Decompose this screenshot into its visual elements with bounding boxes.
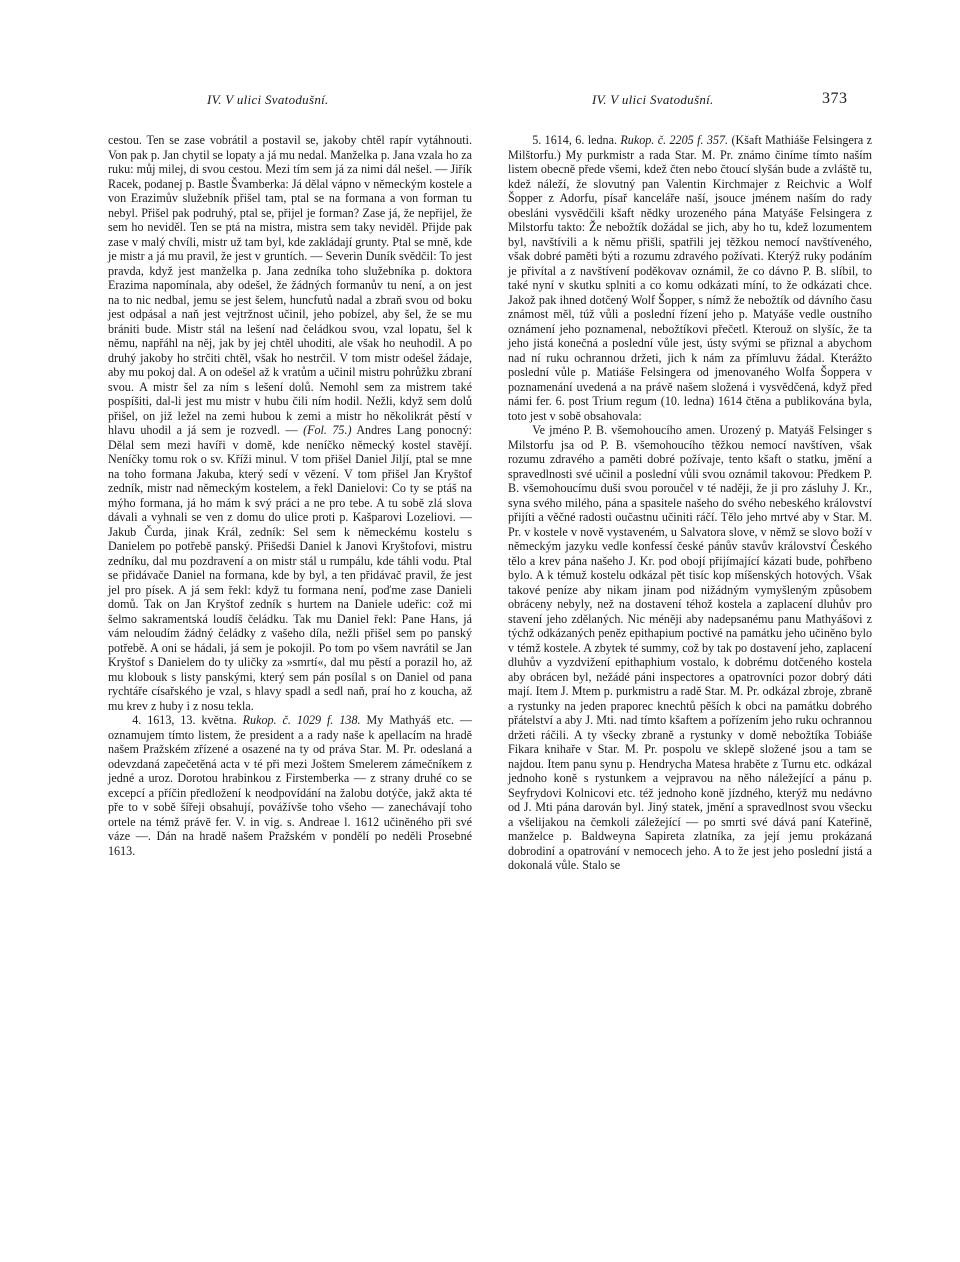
left-column — [108, 133, 472, 858]
right-column — [508, 133, 872, 873]
paragraph — [108, 133, 472, 713]
citation: (Fol. 75.) — [303, 423, 352, 437]
citation: Rukop. č. 2205 f. 357. — [620, 133, 729, 147]
paragraph: Ve jméno P. B. všemohoucího amen. Urozený p. Matyáš Felsinger s Milstorfu jsa od P. B. všemohoucího těžkou nemocí navštíven, však rozumu zdravého a paměti dobré požívaje, tento kšaft o statku, jmění a spravedlnosti své učinil a poslední vůli svou oznámil takovou: Předkem P. B. všemohoucímu duši svou poroučel v té naději, že ji pro zásluhy J. Kr., syna svého milého, pána a spasitele našeho do svého nebeského království přijíti a věčné radosti oučastnu učiniti ráčí. Tělo jeho mrtvé aby v Star. M. Pr. v kostele v nově vystaveném, u Salvatora slove, v němž se slovo boží v německým jazyku vedle konfessí české pánův stavův království Českého tělo a krev pána našeho J. Kr. pod obojí přijímající kázati bude, pohřbeno bylo. A k témuž kostelu odkázal pět tisíc kop míšenských hotových. Však takové peníze aby nikam jinam pod nižádným vymyšleným způsobem obráceny nebyly, než na dostavení téhož kostela a zaplacení dluhův pro stavení jeho zdělaných. Nic méněji aby nadepsanému panu Mathyášovi z týchž odkázaných peněz epithapium poctivé na památku jeho učiněno bylo v témž kostele. A zbytek té summy, což by tak po dostavení jeho, zaplacení dluhův a vyzdvižení epithaphium vostalo, k dobrému dotčeného kostela aby obrácen byl, nežádé páni inspectores a opatrovníci pozor dobrý dáti mají. Item J. Mtem p. purkmistru a radě Star. M. Pr. odkázal zbroje, zbraně a rystunky na jeden praporec knechtů pěších k obci na památku dobrého přátelství a aby J. Mti. nad tímto kšaftem a pořízením jeho ruku ochrannou držeti ráčili. A ty všecky zbraně a rystunky v domě nebožtíka Tobiáše Fikara knihaře v Star. M. Pr. pospolu ve sklepě složené jsou a tam se najdou. Item panu synu p. Hendrycha Matesa hraběte z Turnu etc. odkázal jednoho koně s rystunkem a vejpravou na něho náležející a pánu p. Seyfrydovi Kolnicovi etc. též jednoho koně jízdného, kterýž mu nedávno od J. Mti pána darován byl. Jiný statek, jmění a spravedlnost svou všecku a všelijakou na čemkoli záležející — po smrti své dává paní Kateřině, manželce p. Baldweyna Sapireta zlatníka, za její jemu prokázaná dobrodiní a opatrování v nemocech jeho. A to že jest jeho poslední jistá a dokonalá vůle. Stalo se — [508, 423, 872, 872]
paragraph-text: My Mathyáš etc. — oznamujem tímto listem, že president a a rady naše k apellacím na hradě našem Pražském zřízené a osazené na ty od práva Star. M. Pr. odeslaná a odevzdaná zapečetěná acta v té při mezi Joštem Smelerem zámečníkem z jedné a uroz. Dorotou hrabinkou z Firstemberka — z strany druhé co se excepcí a příčin předložení k neodpovídání na žalobu dotýče, jakž akta té pře to v sobě šířeji obsahují, povážívše toho všeho — zanechávají toho ortele na témž právě fer. V. in vig. s. Andreae l. 1612 učiněného při své váze —. Dán na hradě našem Pražském v pondělí po neděli Prosebné 1613. — [108, 713, 472, 858]
citation: Rukop. č. 1029 f. 138. — [242, 713, 361, 727]
running-head-left: IV. V ulici Svatodušní. — [207, 92, 329, 107]
running-head-right: IV. V ulici Svatodušní. — [592, 92, 714, 107]
paragraph-text: (Kšaft Mathiáše Felsingera z Milštorfu.) My purkmistr a rada Star. M. Pr. známo činíme tímto naším listem obecně přede všemi, kdež čten nebo čtoucí slyšán bude a zvláště tu, kdež náleží, že slovutný pan Valentin Kirchmajer z Reichvic a Wolf Šopper z Adorfu, písař kanceláře naší, jsouce jménem naším do rady obesláni vysvědčili kšaft nědky urozeného pána Matyáše Felsingera z Milstorfu takto: Že nebožtík dožádal se jich, aby ho tu, kdež lozumentem byl, navštívili a k němu přišli, spatřili jej těžkou nemocí navštíveného, však dobré paměti býti a rozumu zdravého požívati. Kterýž ruky podáním je přivítal a z navštívení poděkovav oznámil, že co dávno P. B. slíbil, to také nyní v skutku splniti a co komu odkázati míní, to že odkázati chce. Jakož pak ihned dotčený Wolf Šopper, s nímž že nebožtík od dávního času známost měl, túž vůli a poslední řízení jeho p. Matyáše vedle oustního oznámení jeho poznamenal, nebožtíkovi přečetl. Kterouž on slyšíc, že ta jeho jistá konečná a poslední vůle jest, ústy svými se přiznal a abychom nad ní ruku ochrannou držeti, jich k nám za přímluvu žádal. Kterážto poslední vůle p. Matiáše Felsingera od jmenovaného Wolfa Šoppera v poznamenání uvedená a na právě našem složená i vysvědčená, když před námi fer. 6. post Trium regum (10. ledna) 1614 čtěna a publikována byla, toto jest v sobě obsahovala: — [508, 133, 872, 423]
paragraph-text: cestou. Ten se zase vobrátil a postavil se, jakoby chtěl rapír vytáhnouti. Von pak p. Jan chytil se lopaty a já mu nedal. Manželka p. Jana vzala ho za ruku: můj milej, di svou cestou. Mezi tím sem já za nimi dál nešel. — Jiřík Racek, podanej p. Bastle Švamberka: Já dělal vápno v německým kostele a von Erazimův služebník přišel tam, ptal se na formana a von forman tu nebyl. Přišel pak podruhý, ptal se, přijel je forman? Zase já, že nepřijel, že sem ho neviděl. Ten se ptá na mistra, mistra sem taky neviděl. Přijde pak zase v malý chvíli, mistr už tam byl, kde zakládají grunty. Ptal se mně, kde je mistr a já mu pravil, že jest v gruntích. — Severin Duník svědčil: To jest pravda, když jest manželka p. Jana zedníka toho služebníka p. doktora Erazima napomínala, aby odešel, že žádných formanův tu není, a on jest na to nic nedbal, jemu se jest šelem, huncfutů nadal a zbraň svou od boku jest odpásal a naň jest vejtržnost učinil, jeho pobízel, aby šel, že se mu brániti bude. Mistr stál na lešení nad čeládkou svou, vzal lopatu, šel k němu, napřáhl na něj, jak by jej chtěl uhoditi, ale však ho neuhodil. A po druhý jakoby ho strčiti chtěl, však ho nestrčil. V tom mistr odešel žádaje, aby mu pokoj dal. A on odešel až k vratům a učinil mistru pohrůžku zbraní svou. A mistr šel za ním s lešení dolů. Nemohl sem za mistrem také pospíšiti, dal-li jest mu mistr v hubu čili ním hodil. Nežli, když sem dolů přišel, on již ležel na zemi hubou k zemi a mistr ho několikrát pěstí v hlavu uhodil a já sem je rozvedl. — — [108, 133, 472, 437]
entry-number: 5. 1614, 6. ledna. — [532, 133, 617, 147]
page-number: 373 — [822, 90, 848, 107]
entry-paragraph — [108, 713, 472, 858]
entry-number: 4. 1613, 13. května. — [132, 713, 237, 727]
entry-paragraph — [508, 133, 872, 423]
paragraph-text: Andres Lang ponocný: Dělal sem mezi havíři v domě, kde neníčko německý kostel stavějí. Neníčky tomu rok o sv. Kříži minul. V tom přišel Daniel Jiljí, ptal se mne na toho formana Jakuba, který sedí v vězení. V tom přišel Jan Kryštof zedník, mistr nad německým kostelem, a řekl Danielovi: Co ty se ptáš na mýho formana, já ho mám k svý práci a ne pro tebe. A tu sobě zlá slova dávali a vyhnali se ven z domu do ulice proti p. Kašparovi Lozeliovi. — Jakub Čurda, jinak Král, zedník: Sel sem k německému kostelu s Danielem po potřebě panský. Přišedši Daniel k Janovi Kryštofovi, mistru zedníku, dal mu pozdravení a on mistr stál u rumpálu, kde táhli vodu. Ptal se přidávače Daniel na formana, kde by byl, a ten přidávač pravil, že jest jel pro písek. A já sem řekl: když tu formana není, poďme zase Danieli domů. Tak on Jan Kryštof zedník s hurtem na Daniele udeřic: což mi šelmo sakramentská loudíš čeládku. Tak mu Daniel řekl: Pane Hans, já vám neloudím žádný čeládky z vašeho díla, nežli přišel sem po panský potřebě. A oni se hádali, já sem je pokojil. Po tom po všem navrátil se Jan Kryštof s Danielem do ty uličky za »smrtí«, dal mu pěstí a porazil ho, až mu klobouk s listy panskými, který sem pán posílal s on Daniel od pana rychtáře císařského je vzal, s hlavy spadl a sedl naň, praí ho z koucha, až mu krev z huby i z nosu tekla. — [108, 423, 473, 713]
